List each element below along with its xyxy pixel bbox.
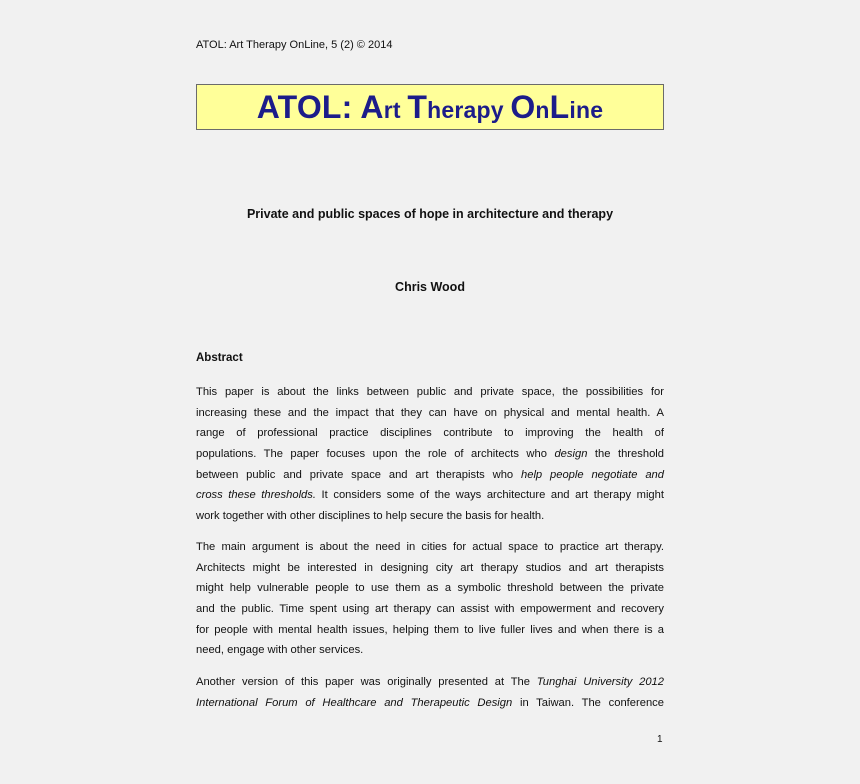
text-run-italic: cross these thresholds. — [196, 489, 316, 502]
text-line: might help vulnerable people to use them as a symbolic threshold between the private — [196, 582, 664, 595]
running-header: ATOL: Art Therapy OnLine, 5 (2) © 2014 — [196, 39, 393, 51]
text-line: increasing these and the impact that they can have on physical and mental health. A — [196, 406, 664, 419]
text-run: in Taiwan. The conference — [512, 696, 664, 709]
author-name: Chris Wood — [395, 280, 465, 294]
abstract-paragraph-1 — [196, 382, 664, 527]
banner-part: herapy — [427, 97, 511, 123]
text-run-italic: International Forum of Healthcare and Therapeutic Design — [196, 696, 513, 709]
banner-part: L — [549, 89, 570, 125]
text-line: and the public. Time spent using art therapy can assist with empowerment and recovery — [196, 603, 664, 616]
text-run: It considers some of the ways architecture and art therapy might — [315, 489, 664, 502]
text-run: between public and private space and art therapists who — [196, 468, 521, 481]
journal-banner — [196, 84, 664, 130]
paper-title: Private and public spaces of hope in architecture and therapy — [246, 207, 614, 221]
banner-part: ATOL: A — [256, 89, 384, 125]
text-run: the threshold — [587, 448, 665, 461]
text-line — [196, 444, 664, 465]
abstract-paragraph-2 — [196, 537, 664, 661]
text-line — [196, 485, 664, 506]
banner-part: T — [407, 89, 428, 125]
text-line: work together with other disciplines to help secure the basis for health. — [196, 510, 545, 523]
text-run-italic: Tunghai University 2012 — [536, 676, 664, 688]
text-run: populations. The paper focuses upon the role of architects who — [196, 448, 555, 461]
text-run-italic: design — [554, 448, 588, 461]
text-line: need, engage with other services. — [196, 644, 364, 657]
text-line: Architects might be interested in designing city art therapy studios and art therapists — [196, 561, 664, 574]
text-line — [196, 465, 664, 486]
text-line: for people with mental health issues, helping them to live fuller lives and when there is a — [196, 623, 664, 636]
banner-part: ine — [569, 97, 604, 123]
banner-part: rt — [383, 97, 408, 123]
text-run: Another version of this paper was originally presented at The — [196, 676, 537, 688]
page-number: 1 — [657, 734, 663, 745]
text-run-italic: help people negotiate and — [521, 468, 664, 481]
text-line: This paper is about the links between public and private space, the possibilities for — [196, 386, 664, 398]
abstract-heading: Abstract — [196, 352, 243, 364]
journal-banner-title — [197, 85, 663, 132]
text-line — [196, 693, 664, 714]
text-line — [196, 672, 664, 693]
banner-part: O — [510, 89, 536, 125]
banner-part: n — [535, 97, 550, 123]
text-line: range of professional practice disciplines contribute to improving the health of — [196, 427, 664, 440]
abstract-paragraph-3 — [196, 672, 664, 713]
text-line: The main argument is about the need in cities for actual space to practice art therapy. — [196, 541, 664, 553]
